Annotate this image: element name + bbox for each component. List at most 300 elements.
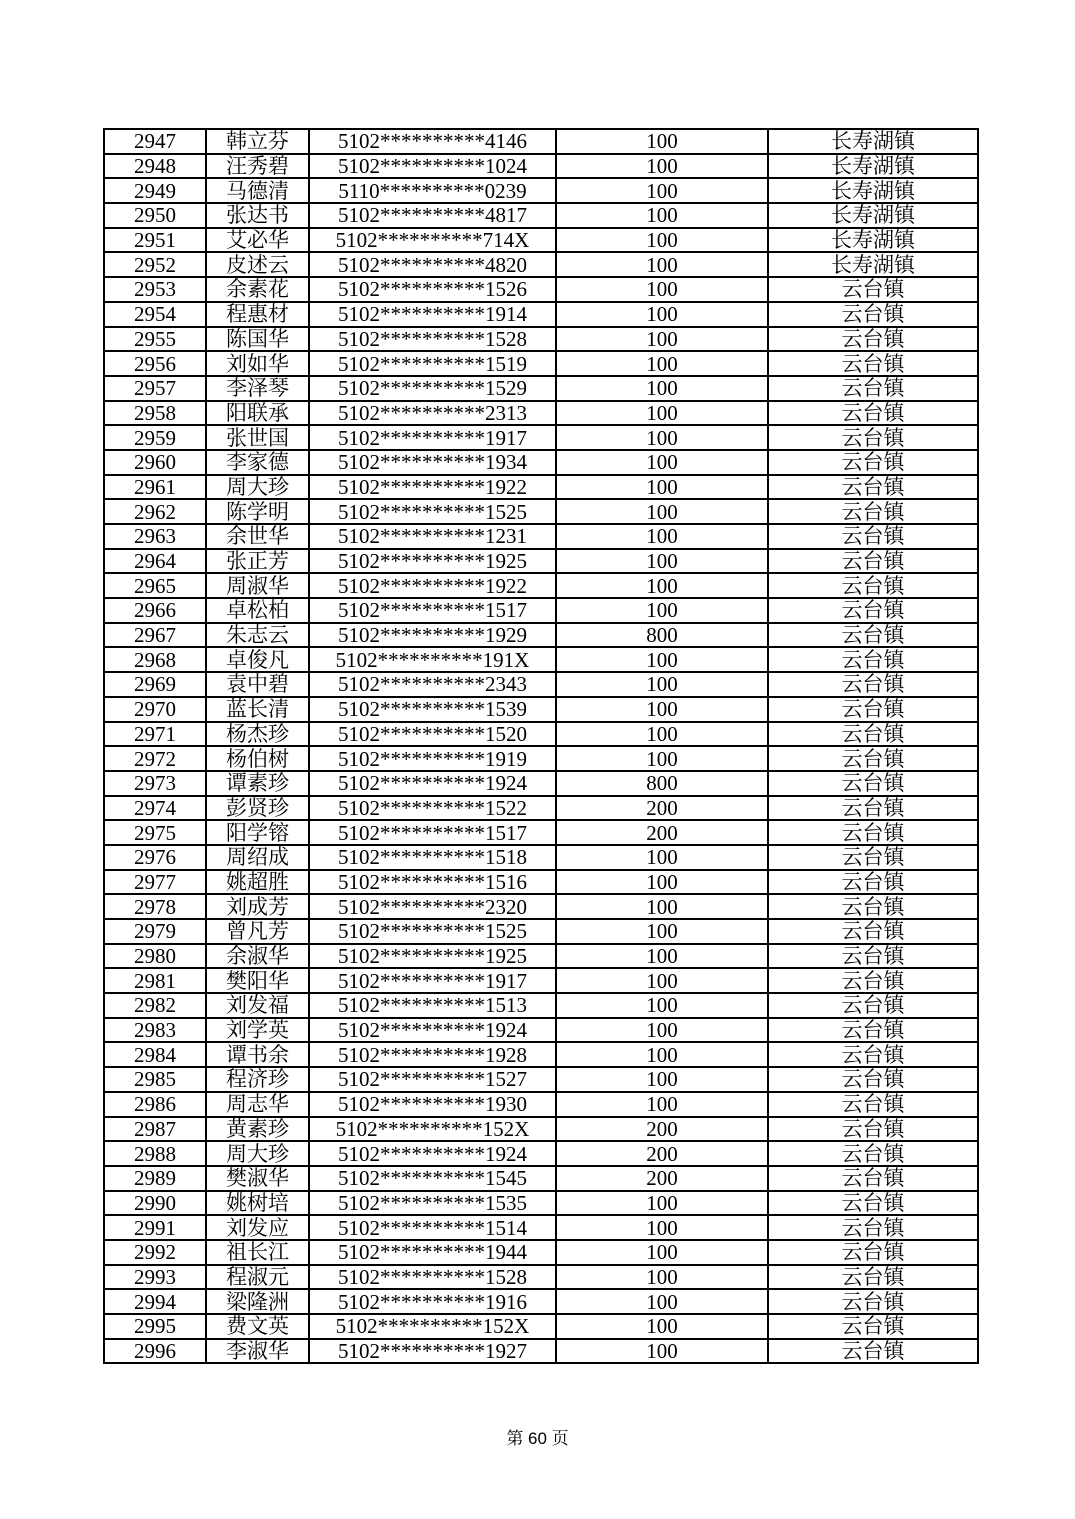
table-row [104, 1265, 978, 1290]
cell-town: 云台镇 [768, 623, 978, 648]
table-row [104, 252, 978, 277]
cell-amount: 100 [556, 944, 768, 969]
cell-amount: 100 [556, 376, 768, 401]
cell-town: 长寿湖镇 [768, 252, 978, 277]
cell-town: 云台镇 [768, 944, 978, 969]
cell-no: 2991 [104, 1215, 206, 1240]
table-row [104, 722, 978, 747]
table-row [104, 1339, 978, 1364]
cell-town: 云台镇 [768, 376, 978, 401]
cell-town: 云台镇 [768, 1042, 978, 1067]
cell-name: 彭贤珍 [206, 796, 309, 821]
cell-id_number: 5102**********1925 [309, 944, 556, 969]
cell-name: 朱志云 [206, 623, 309, 648]
cell-amount: 100 [556, 401, 768, 426]
cell-no: 2947 [104, 129, 206, 154]
cell-no: 2993 [104, 1265, 206, 1290]
cell-name: 韩立芬 [206, 129, 309, 154]
cell-no: 2984 [104, 1042, 206, 1067]
cell-amount: 100 [556, 450, 768, 475]
cell-name: 刘发福 [206, 993, 309, 1018]
cell-town: 云台镇 [768, 722, 978, 747]
cell-no: 2982 [104, 993, 206, 1018]
cell-id_number: 5102**********4817 [309, 203, 556, 228]
table-row [104, 203, 978, 228]
cell-amount: 100 [556, 598, 768, 623]
cell-town: 云台镇 [768, 796, 978, 821]
cell-id_number: 5102**********1514 [309, 1215, 556, 1240]
table-row [104, 1092, 978, 1117]
cell-town: 云台镇 [768, 524, 978, 549]
cell-name: 黄素珍 [206, 1117, 309, 1142]
cell-amount: 100 [556, 178, 768, 203]
cell-name: 李家德 [206, 450, 309, 475]
cell-amount: 100 [556, 1240, 768, 1265]
cell-no: 2985 [104, 1067, 206, 1092]
cell-amount: 100 [556, 573, 768, 598]
cell-amount: 100 [556, 845, 768, 870]
cell-name: 姚树培 [206, 1191, 309, 1216]
table-row [104, 573, 978, 598]
cell-amount: 100 [556, 919, 768, 944]
cell-no: 2979 [104, 919, 206, 944]
cell-amount: 100 [556, 1265, 768, 1290]
cell-amount: 100 [556, 499, 768, 524]
cell-no: 2950 [104, 203, 206, 228]
table-row [104, 549, 978, 574]
cell-town: 云台镇 [768, 598, 978, 623]
cell-town: 长寿湖镇 [768, 129, 978, 154]
cell-name: 张达书 [206, 203, 309, 228]
table-row [104, 376, 978, 401]
table-row [104, 1191, 978, 1216]
cell-no: 2949 [104, 178, 206, 203]
cell-no: 2977 [104, 870, 206, 895]
cell-name: 周大珍 [206, 475, 309, 500]
cell-amount: 200 [556, 1117, 768, 1142]
cell-id_number: 5102**********1922 [309, 475, 556, 500]
cell-id_number: 5102**********1917 [309, 425, 556, 450]
cell-town: 云台镇 [768, 450, 978, 475]
cell-name: 皮述云 [206, 252, 309, 277]
cell-no: 2992 [104, 1240, 206, 1265]
cell-id_number: 5102**********1527 [309, 1067, 556, 1092]
cell-id_number: 5102**********2313 [309, 401, 556, 426]
table-row [104, 796, 978, 821]
table-row [104, 277, 978, 302]
cell-id_number: 5102**********1522 [309, 796, 556, 821]
cell-no: 2989 [104, 1166, 206, 1191]
table-row [104, 1166, 978, 1191]
cell-id_number: 5102**********1929 [309, 623, 556, 648]
cell-id_number: 5102**********1517 [309, 820, 556, 845]
cell-town: 云台镇 [768, 351, 978, 376]
cell-town: 云台镇 [768, 919, 978, 944]
cell-id_number: 5102**********4820 [309, 252, 556, 277]
cell-amount: 100 [556, 894, 768, 919]
table-row [104, 672, 978, 697]
cell-amount: 100 [556, 697, 768, 722]
cell-amount: 100 [556, 1042, 768, 1067]
cell-town: 云台镇 [768, 1018, 978, 1043]
cell-name: 程济珍 [206, 1067, 309, 1092]
table-row [104, 746, 978, 771]
cell-id_number: 5102**********1925 [309, 549, 556, 574]
cell-id_number: 5102**********1924 [309, 1018, 556, 1043]
table-row [104, 425, 978, 450]
cell-amount: 100 [556, 1092, 768, 1117]
cell-amount: 100 [556, 1018, 768, 1043]
cell-no: 2959 [104, 425, 206, 450]
table-row [104, 647, 978, 672]
cell-id_number: 5102**********2343 [309, 672, 556, 697]
table-row [104, 623, 978, 648]
cell-id_number: 5102**********1930 [309, 1092, 556, 1117]
cell-id_number: 5102**********1024 [309, 154, 556, 179]
table-row [104, 154, 978, 179]
cell-town: 云台镇 [768, 647, 978, 672]
cell-town: 云台镇 [768, 475, 978, 500]
table-row [104, 894, 978, 919]
cell-town: 云台镇 [768, 401, 978, 426]
cell-id_number: 5102**********1517 [309, 598, 556, 623]
cell-amount: 100 [556, 154, 768, 179]
cell-name: 阳联承 [206, 401, 309, 426]
cell-town: 云台镇 [768, 277, 978, 302]
cell-name: 刘学英 [206, 1018, 309, 1043]
cell-town: 云台镇 [768, 1265, 978, 1290]
cell-id_number: 5102**********1529 [309, 376, 556, 401]
cell-no: 2962 [104, 499, 206, 524]
cell-no: 2986 [104, 1092, 206, 1117]
cell-amount: 100 [556, 968, 768, 993]
cell-town: 云台镇 [768, 1117, 978, 1142]
cell-amount: 100 [556, 351, 768, 376]
table-row [104, 1117, 978, 1142]
cell-id_number: 5102**********1914 [309, 302, 556, 327]
cell-id_number: 5102**********1545 [309, 1166, 556, 1191]
cell-amount: 200 [556, 1141, 768, 1166]
cell-town: 云台镇 [768, 425, 978, 450]
cell-no: 2971 [104, 722, 206, 747]
table-row [104, 1141, 978, 1166]
table-row [104, 944, 978, 969]
cell-id_number: 5102**********152X [309, 1314, 556, 1339]
cell-name: 费文英 [206, 1314, 309, 1339]
cell-name: 陈国华 [206, 327, 309, 352]
cell-no: 2983 [104, 1018, 206, 1043]
table-row [104, 450, 978, 475]
cell-town: 云台镇 [768, 302, 978, 327]
cell-amount: 100 [556, 722, 768, 747]
table-row [104, 475, 978, 500]
cell-id_number: 5102**********152X [309, 1117, 556, 1142]
cell-name: 艾必华 [206, 228, 309, 253]
cell-name: 卓松柏 [206, 598, 309, 623]
cell-no: 2994 [104, 1289, 206, 1314]
cell-town: 云台镇 [768, 771, 978, 796]
cell-amount: 100 [556, 524, 768, 549]
table-row [104, 499, 978, 524]
cell-no: 2965 [104, 573, 206, 598]
cell-town: 云台镇 [768, 1067, 978, 1092]
cell-amount: 100 [556, 549, 768, 574]
cell-no: 2967 [104, 623, 206, 648]
cell-id_number: 5102**********1944 [309, 1240, 556, 1265]
cell-name: 张世国 [206, 425, 309, 450]
cell-town: 长寿湖镇 [768, 154, 978, 179]
cell-name: 樊阳华 [206, 968, 309, 993]
cell-no: 2972 [104, 746, 206, 771]
cell-town: 云台镇 [768, 820, 978, 845]
cell-no: 2990 [104, 1191, 206, 1216]
cell-town: 云台镇 [768, 499, 978, 524]
cell-town: 云台镇 [768, 1215, 978, 1240]
cell-name: 祖长江 [206, 1240, 309, 1265]
table-row [104, 919, 978, 944]
cell-amount: 200 [556, 1166, 768, 1191]
cell-town: 长寿湖镇 [768, 228, 978, 253]
cell-amount: 100 [556, 327, 768, 352]
cell-name: 周绍成 [206, 845, 309, 870]
table-row [104, 1215, 978, 1240]
cell-name: 刘发应 [206, 1215, 309, 1240]
cell-no: 2953 [104, 277, 206, 302]
cell-town: 云台镇 [768, 894, 978, 919]
cell-amount: 100 [556, 1067, 768, 1092]
cell-no: 2951 [104, 228, 206, 253]
cell-no: 2969 [104, 672, 206, 697]
cell-town: 云台镇 [768, 1092, 978, 1117]
cell-id_number: 5102**********1934 [309, 450, 556, 475]
cell-amount: 100 [556, 475, 768, 500]
cell-name: 周大珍 [206, 1141, 309, 1166]
cell-town: 云台镇 [768, 1191, 978, 1216]
cell-id_number: 5102**********1520 [309, 722, 556, 747]
cell-name: 杨伯树 [206, 746, 309, 771]
cell-no: 2970 [104, 697, 206, 722]
cell-id_number: 5102**********1231 [309, 524, 556, 549]
cell-id_number: 5102**********1528 [309, 327, 556, 352]
cell-town: 云台镇 [768, 870, 978, 895]
cell-town: 长寿湖镇 [768, 178, 978, 203]
cell-amount: 100 [556, 647, 768, 672]
cell-id_number: 5102**********1525 [309, 499, 556, 524]
cell-amount: 100 [556, 1339, 768, 1364]
cell-id_number: 5102**********2320 [309, 894, 556, 919]
cell-no: 2952 [104, 252, 206, 277]
table-row [104, 697, 978, 722]
cell-id_number: 5102**********1927 [309, 1339, 556, 1364]
cell-no: 2961 [104, 475, 206, 500]
cell-id_number: 5102**********1525 [309, 919, 556, 944]
cell-no: 2960 [104, 450, 206, 475]
cell-name: 刘如华 [206, 351, 309, 376]
table-row [104, 771, 978, 796]
cell-amount: 200 [556, 796, 768, 821]
cell-name: 周志华 [206, 1092, 309, 1117]
cell-no: 2958 [104, 401, 206, 426]
cell-no: 2955 [104, 327, 206, 352]
cell-amount: 100 [556, 1314, 768, 1339]
cell-town: 云台镇 [768, 327, 978, 352]
cell-no: 2964 [104, 549, 206, 574]
cell-name: 谭书余 [206, 1042, 309, 1067]
cell-name: 马德清 [206, 178, 309, 203]
cell-name: 杨杰珍 [206, 722, 309, 747]
cell-town: 云台镇 [768, 549, 978, 574]
table-row [104, 524, 978, 549]
table-row [104, 1289, 978, 1314]
cell-no: 2987 [104, 1117, 206, 1142]
cell-id_number: 5102**********1924 [309, 771, 556, 796]
cell-amount: 100 [556, 228, 768, 253]
cell-name: 卓俊凡 [206, 647, 309, 672]
cell-town: 云台镇 [768, 672, 978, 697]
cell-name: 余世华 [206, 524, 309, 549]
cell-amount: 100 [556, 746, 768, 771]
cell-town: 云台镇 [768, 1289, 978, 1314]
table-row [104, 1240, 978, 1265]
records-tbody [104, 129, 978, 1363]
table-row [104, 401, 978, 426]
cell-town: 云台镇 [768, 1314, 978, 1339]
cell-town: 云台镇 [768, 1141, 978, 1166]
cell-name: 陈学明 [206, 499, 309, 524]
cell-town: 云台镇 [768, 1166, 978, 1191]
cell-amount: 100 [556, 1289, 768, 1314]
cell-amount: 100 [556, 203, 768, 228]
cell-no: 2975 [104, 820, 206, 845]
cell-amount: 100 [556, 277, 768, 302]
cell-id_number: 5102**********1539 [309, 697, 556, 722]
cell-no: 2963 [104, 524, 206, 549]
table-row [104, 870, 978, 895]
table-row [104, 302, 978, 327]
cell-no: 2974 [104, 796, 206, 821]
cell-no: 2973 [104, 771, 206, 796]
cell-id_number: 5102**********1928 [309, 1042, 556, 1067]
cell-amount: 100 [556, 425, 768, 450]
cell-id_number: 5102**********1516 [309, 870, 556, 895]
cell-id_number: 5102**********1535 [309, 1191, 556, 1216]
cell-no: 2948 [104, 154, 206, 179]
cell-id_number: 5102**********1519 [309, 351, 556, 376]
cell-id_number: 5102**********1916 [309, 1289, 556, 1314]
cell-name: 李淑华 [206, 1339, 309, 1364]
cell-no: 2966 [104, 598, 206, 623]
table-row [104, 1018, 978, 1043]
cell-name: 袁中碧 [206, 672, 309, 697]
table-row [104, 820, 978, 845]
cell-town: 云台镇 [768, 845, 978, 870]
cell-name: 程惠材 [206, 302, 309, 327]
cell-no: 2957 [104, 376, 206, 401]
cell-no: 2978 [104, 894, 206, 919]
cell-no: 2981 [104, 968, 206, 993]
cell-name: 余淑华 [206, 944, 309, 969]
table-row [104, 845, 978, 870]
cell-amount: 800 [556, 771, 768, 796]
table-row [104, 968, 978, 993]
table-row [104, 598, 978, 623]
cell-id_number: 5102**********1528 [309, 1265, 556, 1290]
cell-name: 余素花 [206, 277, 309, 302]
cell-town: 长寿湖镇 [768, 203, 978, 228]
cell-name: 梁隆洲 [206, 1289, 309, 1314]
cell-amount: 100 [556, 870, 768, 895]
table-row [104, 1314, 978, 1339]
cell-name: 曾凡芳 [206, 919, 309, 944]
table-row [104, 1042, 978, 1067]
cell-no: 2980 [104, 944, 206, 969]
cell-name: 周淑华 [206, 573, 309, 598]
cell-amount: 200 [556, 820, 768, 845]
cell-no: 2956 [104, 351, 206, 376]
table-row [104, 178, 978, 203]
page-number-footer: 第 60 页 [506, 1429, 569, 1448]
cell-name: 阳学镕 [206, 820, 309, 845]
table-row [104, 351, 978, 376]
table-row [104, 327, 978, 352]
cell-amount: 100 [556, 252, 768, 277]
cell-id_number: 5102**********714X [309, 228, 556, 253]
cell-no: 2968 [104, 647, 206, 672]
cell-town: 云台镇 [768, 573, 978, 598]
cell-town: 云台镇 [768, 1240, 978, 1265]
beneficiary-table [103, 128, 979, 1364]
cell-amount: 100 [556, 1191, 768, 1216]
cell-name: 刘成芳 [206, 894, 309, 919]
cell-amount: 100 [556, 993, 768, 1018]
cell-name: 蓝长清 [206, 697, 309, 722]
cell-town: 云台镇 [768, 1339, 978, 1364]
cell-no: 2996 [104, 1339, 206, 1364]
cell-id_number: 5102**********1924 [309, 1141, 556, 1166]
cell-name: 姚超胜 [206, 870, 309, 895]
table-row [104, 993, 978, 1018]
cell-town: 云台镇 [768, 697, 978, 722]
cell-id_number: 5102**********191X [309, 647, 556, 672]
cell-id_number: 5110**********0239 [309, 178, 556, 203]
cell-amount: 800 [556, 623, 768, 648]
cell-id_number: 5102**********1919 [309, 746, 556, 771]
cell-name: 樊淑华 [206, 1166, 309, 1191]
cell-amount: 100 [556, 672, 768, 697]
table-row [104, 129, 978, 154]
cell-name: 谭素珍 [206, 771, 309, 796]
cell-name: 李泽琴 [206, 376, 309, 401]
cell-no: 2988 [104, 1141, 206, 1166]
cell-id_number: 5102**********1513 [309, 993, 556, 1018]
cell-id_number: 5102**********4146 [309, 129, 556, 154]
cell-name: 汪秀碧 [206, 154, 309, 179]
cell-id_number: 5102**********1922 [309, 573, 556, 598]
cell-amount: 100 [556, 129, 768, 154]
cell-amount: 100 [556, 1215, 768, 1240]
cell-town: 云台镇 [768, 993, 978, 1018]
cell-amount: 100 [556, 302, 768, 327]
cell-town: 云台镇 [768, 968, 978, 993]
cell-id_number: 5102**********1526 [309, 277, 556, 302]
table-row [104, 1067, 978, 1092]
cell-name: 张正芳 [206, 549, 309, 574]
cell-id_number: 5102**********1917 [309, 968, 556, 993]
cell-no: 2995 [104, 1314, 206, 1339]
cell-town: 云台镇 [768, 746, 978, 771]
cell-name: 程淑元 [206, 1265, 309, 1290]
cell-no: 2976 [104, 845, 206, 870]
